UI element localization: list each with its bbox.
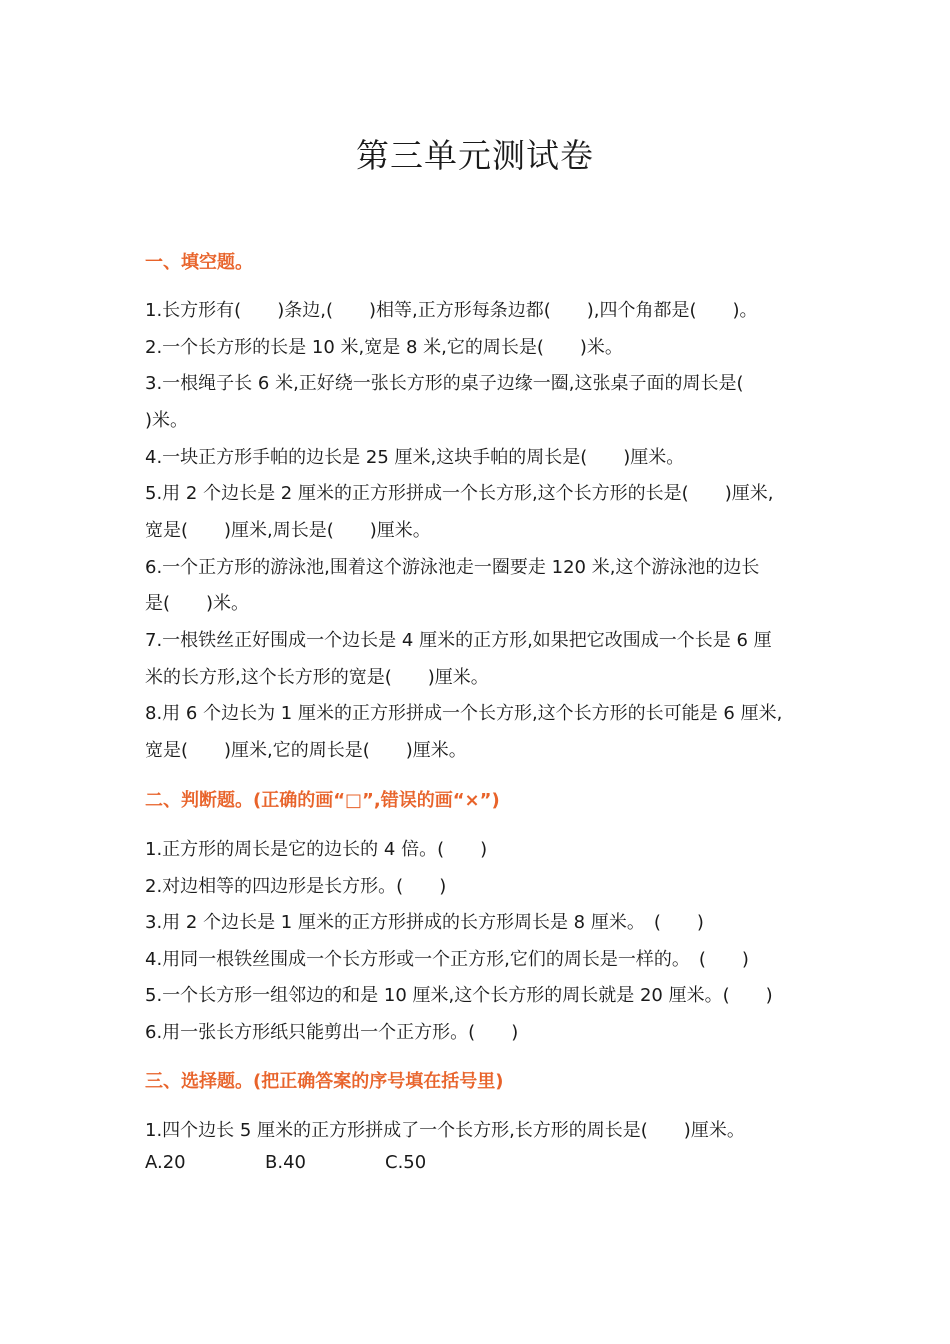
fill-line-3b: )米。 — [145, 410, 189, 431]
judge-line-4: 4.用同一根铁丝围成一个长方形或一个正方形,它们的周长是一样的。 ( ) — [145, 949, 749, 970]
judge-line-1: 1.正方形的周长是它的边长的 4 倍。( ) — [145, 839, 488, 860]
choice-option-a: A.20 — [145, 1152, 186, 1173]
section-heading-judge: 二、判断题。(正确的画“□”,错误的画“×”) — [145, 790, 500, 811]
judge-line-5: 5.一个长方形一组邻边的和是 10 厘米,这个长方形的周长就是 20 厘米。( ) — [145, 985, 773, 1006]
fill-line-2: 2.一个长方形的长是 10 米,宽是 8 米,它的周长是( )米。 — [145, 337, 623, 358]
page-title: 第三单元测试卷 — [356, 136, 594, 175]
judge-line-2: 2.对边相等的四边形是长方形。( ) — [145, 876, 447, 897]
fill-line-6a: 6.一个正方形的游泳池,围着这个游泳池走一圈要走 120 米,这个游泳池的边长 — [145, 557, 760, 578]
fill-line-5b: 宽是( )厘米,周长是( )厘米。 — [145, 520, 431, 541]
judge-line-6: 6.用一张长方形纸只能剪出一个正方形。( ) — [145, 1022, 519, 1043]
fill-line-7b: 米的长方形,这个长方形的宽是( )厘米。 — [145, 667, 489, 688]
fill-line-1: 1.长方形有( )条边,( )相等,正方形每条边都( ),四个角都是( )。 — [145, 300, 758, 321]
fill-line-3a: 3.一根绳子长 6 米,正好绕一张长方形的桌子边缘一圈,这张桌子面的周长是( — [145, 373, 744, 394]
choice-options — [145, 1152, 505, 1173]
choice-option-c: C.50 — [385, 1152, 427, 1173]
choice-question-1: 1.四个边长 5 厘米的正方形拼成了一个长方形,长方形的周长是( )厘米。 — [145, 1120, 745, 1141]
fill-line-5a: 5.用 2 个边长是 2 厘米的正方形拼成一个长方形,这个长方形的长是( )厘米, — [145, 483, 774, 504]
fill-line-8b: 宽是( )厘米,它的周长是( )厘米。 — [145, 740, 467, 761]
fill-line-6b: 是( )米。 — [145, 593, 250, 614]
fill-line-8a: 8.用 6 个边长为 1 厘米的正方形拼成一个长方形,这个长方形的长可能是 6 厘米, — [145, 703, 783, 724]
fill-line-7a: 7.一根铁丝正好围成一个边长是 4 厘米的正方形,如果把它改围成一个长是 6 厘 — [145, 630, 772, 651]
judge-line-3: 3.用 2 个边长是 1 厘米的正方形拼成的长方形周长是 8 厘米。 ( ) — [145, 912, 704, 933]
section-heading-fill: 一、填空题。 — [145, 252, 253, 273]
choice-option-b: B.40 — [265, 1152, 306, 1173]
section-heading-choice: 三、选择题。(把正确答案的序号填在括号里) — [145, 1071, 504, 1092]
fill-line-4: 4.一块正方形手帕的边长是 25 厘米,这块手帕的周长是( )厘米。 — [145, 447, 685, 468]
